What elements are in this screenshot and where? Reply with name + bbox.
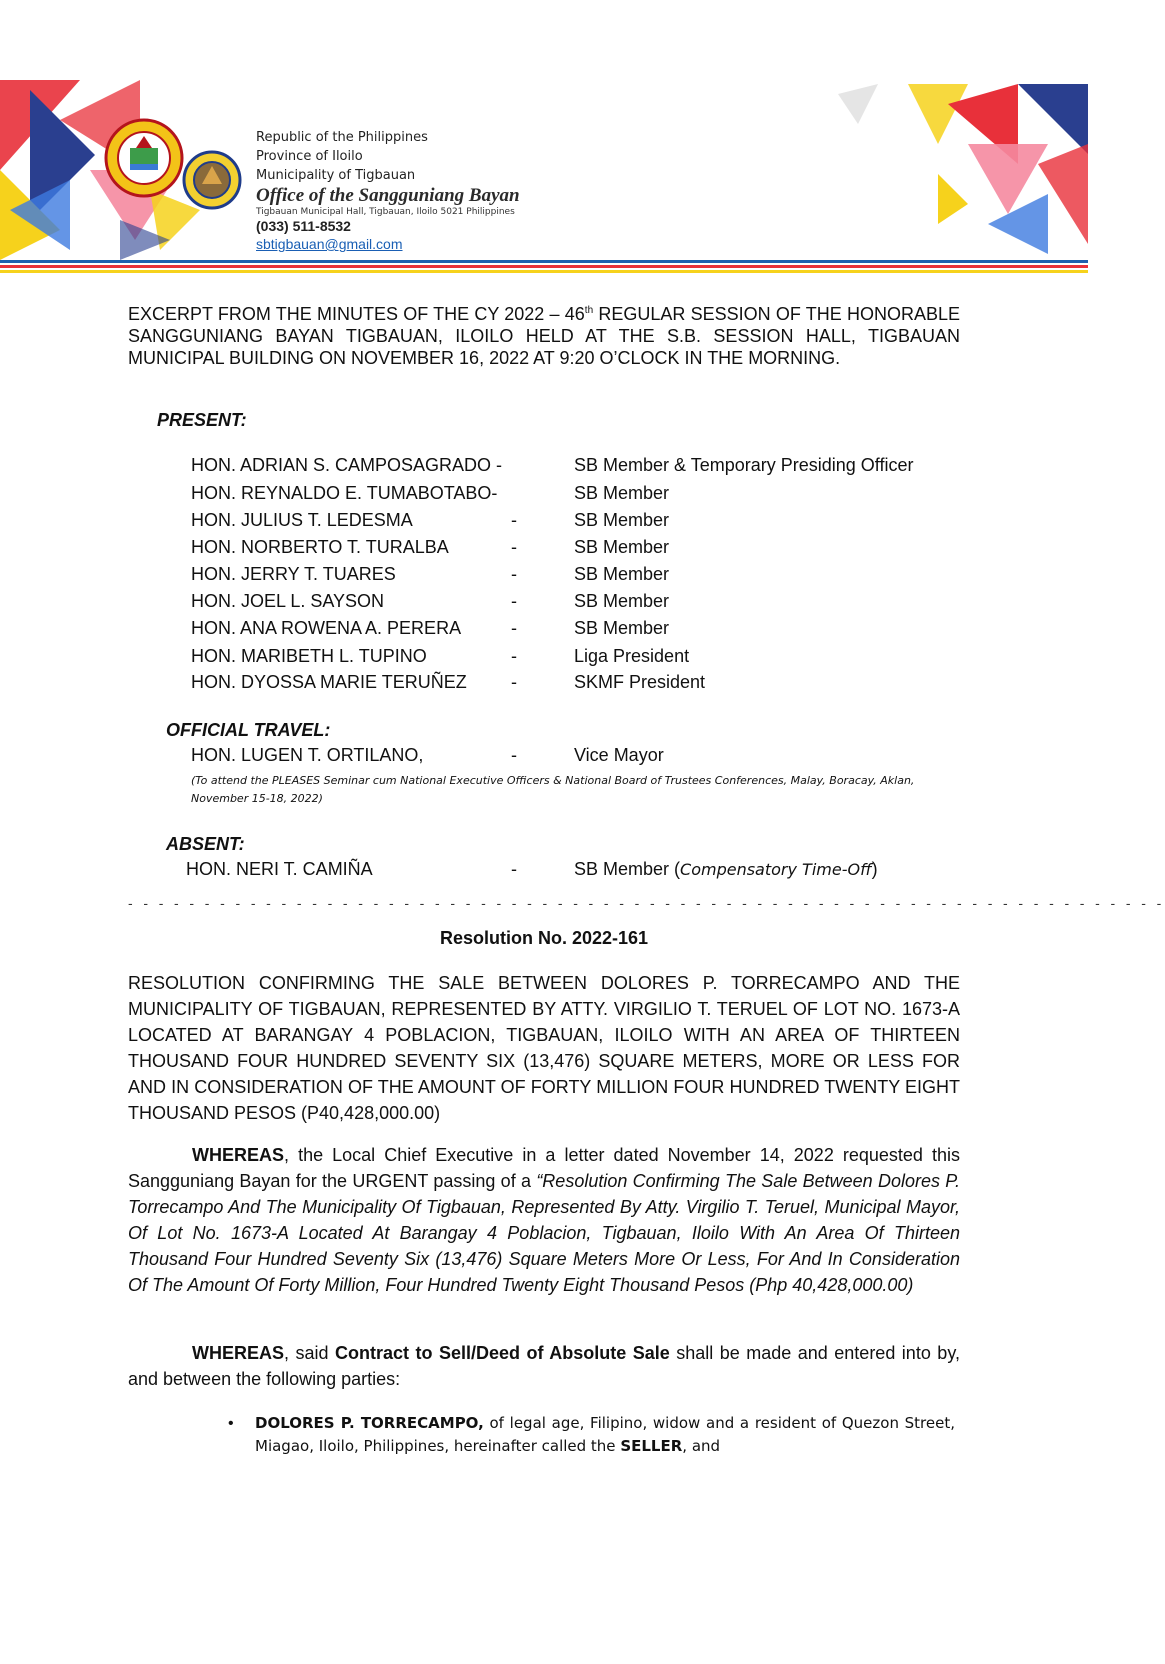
- member-name: HON. MARIBETH L. TUPINO: [191, 646, 427, 666]
- present-member-row: [191, 561, 971, 588]
- party1-text2: , and: [682, 1437, 721, 1455]
- absent-label: ABSENT:: [166, 834, 245, 854]
- present-member-row: [191, 507, 971, 534]
- member-role: Liga President: [574, 646, 690, 666]
- whereas2-text1: , said: [284, 1343, 335, 1363]
- official-travel-role: Vice Mayor: [574, 745, 664, 765]
- whereas1-quote: “Resolution Confirming The Sale Between Dolores P. Torrecampo And The Municipality Of Tigbauan, Represented By Atty. Virgilio T. Teruel, Municipal Mayor, Of Lot No. 1673-A Located At Barangay 4 Poblacion, Tigbauan, Iloilo With An Area Of Thirteen Thousand Four Hundred Seventy Six (13,476) Square Meters More Or Less, For And In Consideration Of The Amount Of Forty Million, Four Hundred Twenty Eight Thousand Pesos (Php 40,428,000.00): [128, 1171, 960, 1295]
- member-name: HON. JULIUS T. LEDESMA: [191, 510, 413, 530]
- excerpt-text-end: REGULAR SESSION OF THE HONORABLE SANGGUNIANG BAYAN TIGBAUAN, ILOILO HELD AT THE S.B. SESSION HALL, TIGBAUAN MUNICIPAL BUILDING ON NOVEMBER 16, 2022 AT 9:20 O’CLOCK IN THE MORNING.: [128, 304, 960, 368]
- whereas-clause-1: [128, 1142, 960, 1298]
- present-member-row: [191, 615, 971, 642]
- member-dash: -: [511, 646, 517, 666]
- party1-role: SELLER: [620, 1437, 683, 1455]
- member-role: SB Member & Temporary Presiding Officer: [574, 455, 914, 475]
- sangguniang-bayan-seal-logo: [182, 150, 242, 210]
- header-stripes: [0, 260, 1088, 275]
- letterhead-office-title: Office of the Sangguniang Bayan: [256, 185, 520, 206]
- official-travel-name: HON. LUGEN T. ORTILANO,: [191, 745, 424, 765]
- letterhead-country: Republic of the Philippines: [256, 130, 428, 145]
- member-dash: -: [511, 591, 517, 611]
- letterhead-phone: (033) 511-8532: [256, 218, 351, 234]
- official-travel-label: OFFICIAL TRAVEL:: [166, 720, 331, 740]
- member-dash: -: [511, 618, 517, 638]
- official-travel-note: (To attend the PLEASES Seminar cum National Executive Officers & National Board of Trustees Conferences, Malay, Boracay, Aklan, November 15-18, 2022): [191, 774, 915, 805]
- whereas1-lead: WHEREAS: [192, 1145, 285, 1165]
- bullet-dot: •: [228, 1415, 234, 1432]
- absent-row: [186, 856, 966, 883]
- party1-name: DOLORES P. TORRECAMPO,: [255, 1414, 484, 1432]
- whereas2-text2: shall be made and entered into by, and between the following parties:: [128, 1343, 960, 1389]
- member-role: SB Member: [574, 483, 670, 503]
- whereas2-lead: WHEREAS: [192, 1343, 285, 1363]
- member-name: HON. ANA ROWENA A. PERERA: [191, 618, 462, 638]
- absent-dash: -: [511, 859, 517, 879]
- absent-role-close: ): [871, 859, 878, 879]
- member-name: HON. JOEL L. SAYSON: [191, 591, 385, 611]
- present-member-row: [191, 534, 971, 561]
- letterhead-address: Tigbauan Municipal Hall, Tigbauan, Iloilo 5021 Philippines: [256, 207, 515, 217]
- member-name: HON. REYNALDO E. TUMABOTABO-: [191, 483, 498, 503]
- member-name: HON. DYOSSA MARIE TERUÑEZ: [191, 672, 467, 692]
- official-travel-dash: -: [511, 745, 517, 765]
- absent-role-reason: Compensatory Time-Off: [680, 860, 872, 879]
- present-member-row: [191, 643, 971, 670]
- letterhead-province: Province of Iloilo: [256, 149, 363, 164]
- dashed-separator: - - - - - - - - - - - - - - - - - - - - - - - - - - - - - - - - - - - - - - - - - - - - - - - - - - - - - - - - - - - - - - - - - - - -: [128, 895, 1165, 911]
- member-name: HON. NORBERTO T. TURALBA: [191, 537, 449, 557]
- party1-text1: of legal age, Filipino, widow and a resident of Quezon Street, Miagao, Iloilo, Philippines, hereinafter called the: [255, 1414, 955, 1455]
- present-label: PRESENT:: [157, 410, 247, 430]
- member-role: SB Member: [574, 591, 670, 611]
- member-role: SB Member: [574, 537, 670, 557]
- letterhead: [256, 128, 520, 253]
- member-name: HON. ADRIAN S. CAMPOSAGRADO -: [191, 455, 503, 475]
- party-seller-item: [255, 1412, 955, 1458]
- present-member-row: [191, 588, 971, 615]
- minutes-excerpt: [128, 300, 960, 369]
- absent-role: [574, 856, 878, 883]
- letterhead-municipality: Municipality of Tigbauan: [256, 168, 416, 183]
- member-role: SKMF President: [574, 672, 706, 692]
- absent-role-text: SB Member (: [574, 859, 681, 879]
- member-role: SB Member: [574, 618, 670, 638]
- member-role: SB Member: [574, 564, 670, 584]
- resolution-title: RESOLUTION CONFIRMING THE SALE BETWEEN DOLORES P. TORRECAMPO AND THE MUNICIPALITY OF TIGBAUAN, REPRESENTED BY ATTY. VIRGILIO T. TERUEL OF LOT NO. 1673-A LOCATED AT BARANGAY 4 POBLACION, TIGBAUAN, ILOILO WITH AN AREA OF THIRTEEN THOUSAND FOUR HUNDRED SEVENTY SIX (13,476) SQUARE METERS, MORE OR LESS FOR AND IN CONSIDERATION OF THE AMOUNT OF FORTY MILLION FOUR HUNDRED TWENTY EIGHT THOUSAND PESOS (P40,428,000.00): [128, 973, 960, 1123]
- official-travel-row: [191, 742, 971, 769]
- present-member-row: [191, 669, 971, 696]
- whereas-clause-2: [128, 1340, 960, 1392]
- resolution-number: Resolution No. 2022-161: [439, 928, 649, 948]
- member-dash: -: [511, 564, 517, 584]
- whereas1-text: , the Local Chief Executive in a letter dated November 14, 2022 requested this Sangguniang Bayan for the URGENT passing of a: [128, 1145, 960, 1191]
- whereas2-contract-name: Contract to Sell/Deed of Absolute Sale: [335, 1343, 670, 1363]
- excerpt-text-start: EXCERPT FROM THE MINUTES OF THE CY 2022 – 46: [128, 304, 585, 324]
- letterhead-email-link[interactable]: sbtigbauan@gmail.com: [256, 236, 403, 252]
- member-dash: -: [511, 510, 517, 530]
- municipality-seal-logo: [104, 118, 184, 198]
- member-role: SB Member: [574, 510, 670, 530]
- present-member-row: [191, 452, 971, 479]
- member-name: HON. JERRY T. TUARES: [191, 564, 396, 584]
- absent-name: HON. NERI T. CAMIÑA: [186, 859, 373, 879]
- member-dash: -: [511, 672, 517, 692]
- present-member-row: [191, 480, 971, 507]
- excerpt-superscript: th: [584, 305, 594, 316]
- header-triangles-right: [818, 84, 1088, 264]
- member-dash: -: [511, 537, 517, 557]
